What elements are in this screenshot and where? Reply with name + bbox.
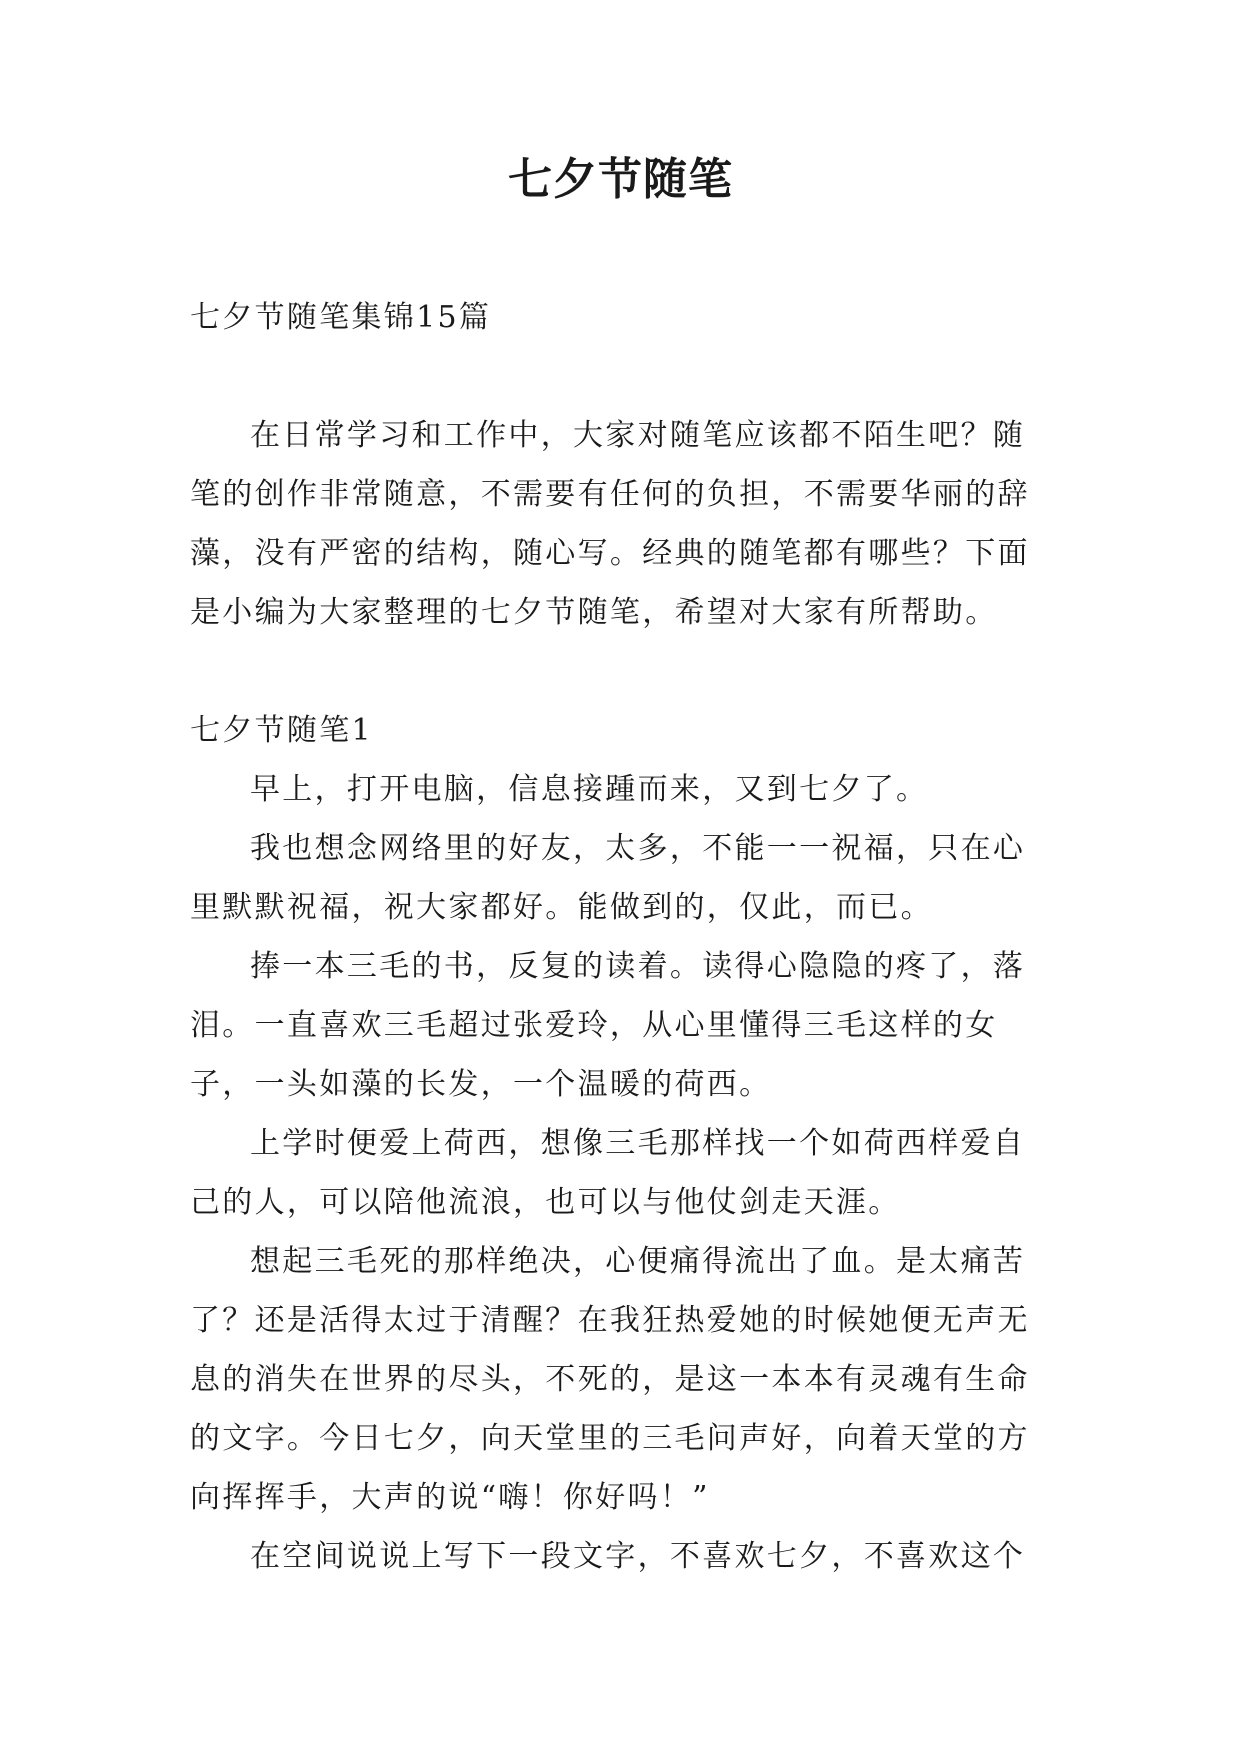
body-paragraph: 早上，打开电脑，信息接踵而来，又到七夕了。 [250,772,929,807]
section-heading: 七夕节随笔1 [190,713,373,748]
spacer [190,347,1050,406]
spacer [190,642,1050,701]
body-paragraph: 上学时便爱上荷西，想像三毛那样找一个如荷西样爱自己的人，可以陪他流浪，也可以与他仗剑走天涯。 [190,1126,1026,1220]
body-paragraph: 在空间说说上写下一段文字，不喜欢七夕，不喜欢这个 [250,1539,1026,1574]
document-subtitle: 七夕节随笔集锦15篇 [190,300,492,335]
intro-paragraph: 在日常学习和工作中，大家对随笔应该都不陌生吧？随笔的创作非常随意，不需要有任何的负担，不需要华丽的辞藻，没有严密的结构，随心写。经典的随笔都有哪些？下面是小编为大家整理的七夕节随笔，希望对大家有所帮助。 [190,418,1030,630]
body-paragraph: 捧一本三毛的书，反复的读着。读得心隐隐的疼了，落泪。一直喜欢三毛超过张爱玲，从心里懂得三毛这样的女子，一头如藻的长发，一个温暖的荷西。 [190,949,1026,1102]
body-paragraph: 想起三毛死的那样绝决，心便痛得流出了血。是太痛苦了？还是活得太过于清醒？在我狂热爱她的时候她便无声无息的消失在世界的尽头，不死的，是这一本本有灵魂有生命的文字。今日七夕，向天堂里的三毛问声好，向着天堂的方向挥挥手，大声的说“嗨！你好吗！” [190,1244,1030,1515]
body-paragraph: 我也想念网络里的好友，太多，不能一一祝福，只在心里默默祝福，祝大家都好。能做到的，仅此，而已。 [190,831,1026,925]
document-body [190,288,1050,1586]
document-title: 七夕节随笔 [508,154,733,205]
